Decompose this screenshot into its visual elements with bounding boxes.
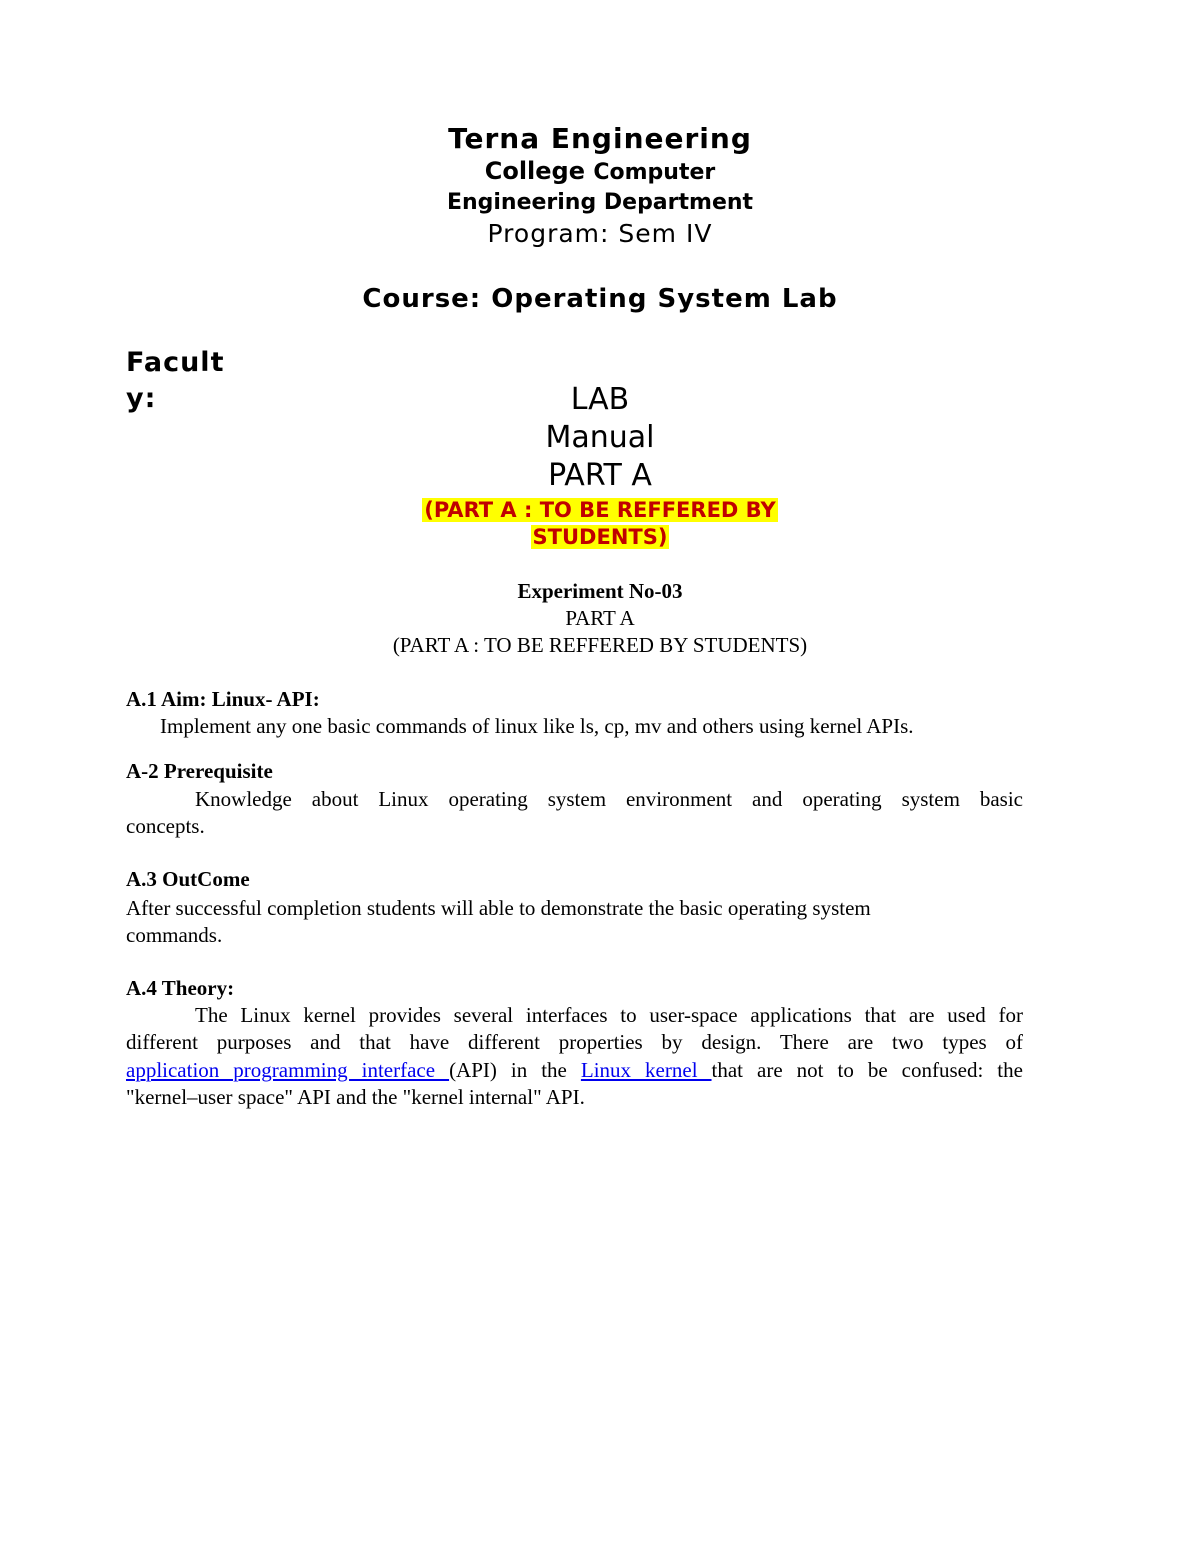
faculty-label-line2: y: [126, 383, 157, 414]
department-name: Engineering Department [446, 190, 754, 215]
program-line: Program: Sem IV [487, 219, 713, 248]
institution-name: Terna Engineering [448, 122, 752, 155]
faculty-label-line1: Facult [126, 347, 225, 378]
theory-text-mid1: (API) in the [449, 1058, 581, 1082]
highlight-note-line2 [0, 525, 1200, 549]
experiment-note: (PART A : TO BE REFFERED BY STUDENTS) [392, 633, 808, 657]
computer-word: Computer [593, 160, 716, 185]
course-title: Course: Operating System Lab [362, 284, 838, 314]
highlight-note-line2-text: STUDENTS) [532, 525, 668, 549]
linux-kernel-link[interactable]: Linux kernel [580, 1058, 712, 1082]
outcome-text-line2: commands. [126, 923, 223, 947]
aim-text: Implement any one basic commands of linux like ls, cp, mv and others using kernel APIs. [160, 714, 914, 738]
college-line [0, 157, 1200, 185]
aim-heading: A.1 Aim: Linux- API: [126, 687, 320, 711]
outcome-heading: A.3 OutCome [126, 867, 250, 891]
outcome-text-line1: After successful completion students will able to demonstrate the basic operating system [126, 896, 871, 920]
theory-heading: A.4 Theory: [126, 976, 235, 1000]
prerequisite-text-line2: concepts. [126, 814, 205, 838]
highlight-note-line1-text: (PART A : TO BE REFFERED BY [424, 498, 776, 522]
theory-text-line1: The Linux kernel provides several interfaces to user-space applications that are used for [195, 1003, 1023, 1027]
part-a-title: PART A [548, 458, 652, 493]
api-link[interactable]: application programming interface [126, 1058, 450, 1082]
theory-text-line4: "kernel–user space" API and the "kernel internal" API. [126, 1085, 585, 1109]
theory-text-line3 [126, 1057, 1023, 1084]
highlight-note-line1 [0, 498, 1200, 522]
manual-word: Manual [545, 420, 655, 455]
college-word: College [484, 157, 586, 185]
prerequisite-text-line1: Knowledge about Linux operating system environment and operating system basic [195, 787, 1023, 811]
experiment-title: Experiment No-03 [517, 579, 683, 603]
lab-word: LAB [570, 382, 630, 417]
prerequisite-heading: A-2 Prerequisite [126, 759, 273, 783]
theory-text-mid2: that are not to be confused: the [711, 1058, 1023, 1082]
experiment-part: PART A [565, 606, 635, 630]
theory-text-line2: different purposes and that have different properties by design. There are two types of [126, 1030, 1023, 1054]
